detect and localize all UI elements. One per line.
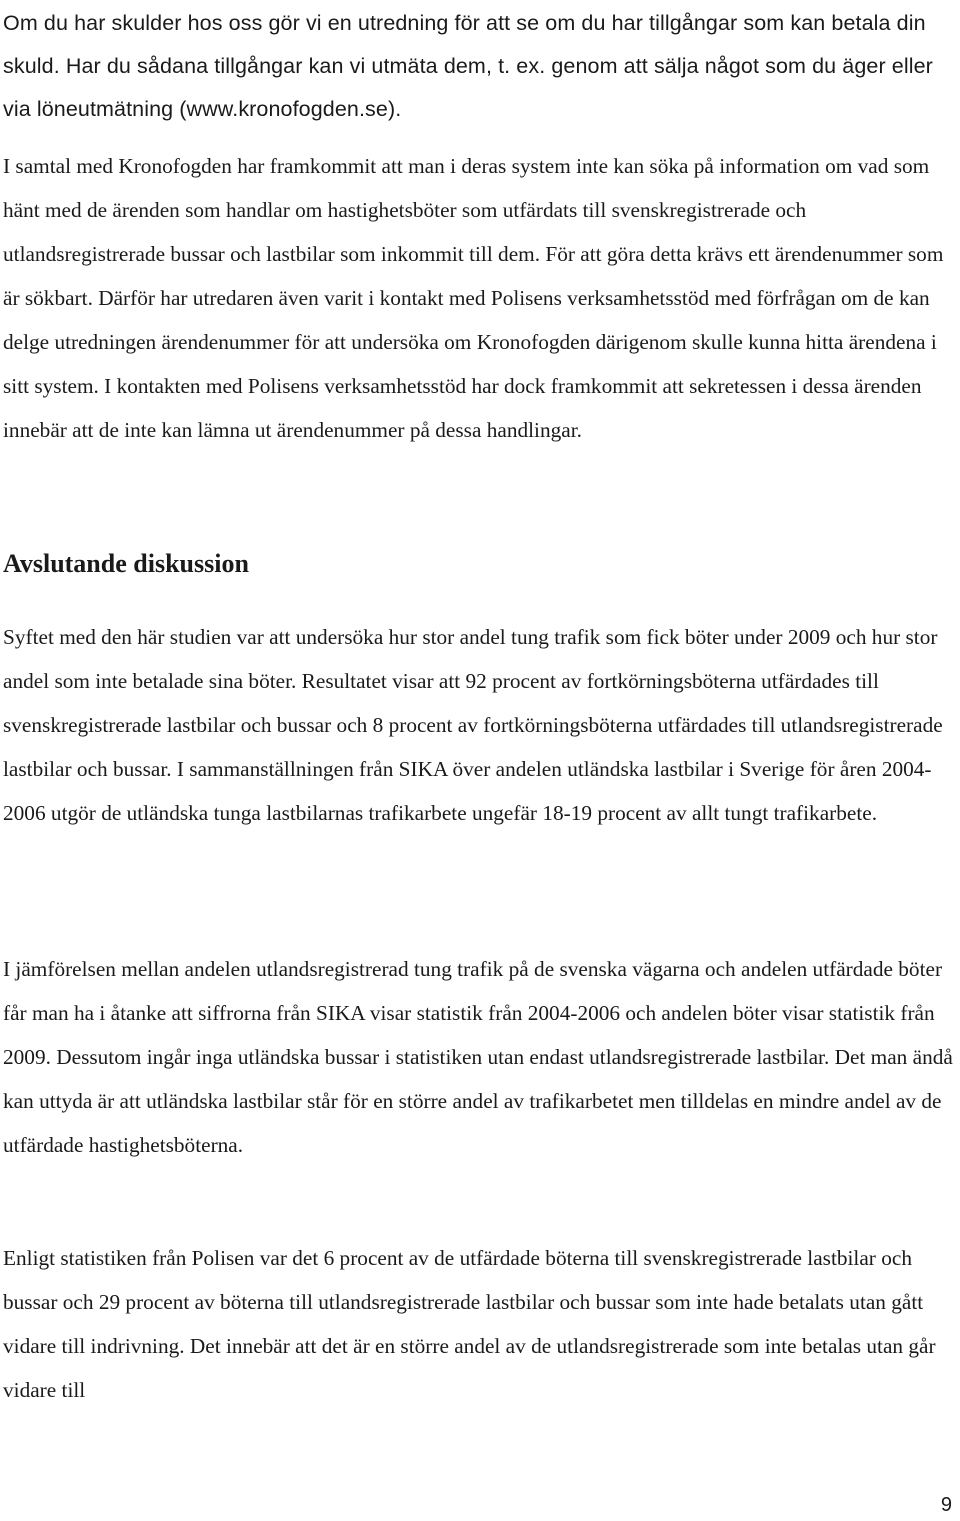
paragraph-enligt: Enligt statistiken från Polisen var det 6 procent av de utfärdade böterna till svenskregistrerade lastbilar och bussar och 29 procent av böterna till utlandsregistrerade lastbilar och bussar som inte hade betalats utan gått vidare till indrivning. Det innebär att det är en större andel av de utlandsregistrerade som inte betalas utan går vidare till xyxy=(3,1246,936,1402)
paragraph-intro: Om du har skulder hos oss gör vi en utredning för att se om du har tillgångar som kan betala din skuld. Har du sådana tillgångar kan vi utmäta dem, t. ex. genom att sälja något som du äger eller via löneutmätning (www.kronofogden.se). xyxy=(3,11,933,121)
paragraph-syftet: Syftet med den här studien var att undersöka hur stor andel tung trafik som fick böter under 2009 och hur stor andel som inte betalade sina böter. Resultatet visar att 92 procent av fortkörningsböterna utfärdades till svenskregistrerade lastbilar och bussar och 8 procent av fortkörningsböterna utfärdades till utlandsregistrerade lastbilar och bussar. I sammanställningen från SIKA över andelen utländska lastbilar i Sverige för åren 2004-2006 utgör de utländska tunga lastbilarnas trafikarbete ungefär 18-19 procent av allt tungt trafikarbete. xyxy=(3,625,943,825)
paragraph-jamforelsen: I jämförelsen mellan andelen utlandsregistrerad tung trafik på de svenska vägarna och andelen utfärdade böter får man ha i åtanke att siffrorna från SIKA visar statistik från 2004-2006 och andelen böter visar statistik från 2009. Dessutom ingår inga utländska bussar i statistiken utan endast utlandsregistrerade lastbilar. Det man ändå kan uttyda är att utländska lastbilar står för en större andel av trafikarbetet men tilldelas en mindre andel av de utfärdade hastighetsböterna. xyxy=(3,957,953,1157)
paragraph-kronofogden: I samtal med Kronofogden har framkommit att man i deras system inte kan söka på information om vad som hänt med de ärenden som handlar om hastighetsböter som utfärdats till svenskregistrerade och utlandsregistrerade bussar och lastbilar som inkommit till dem. För att göra detta krävs ett ärendenummer som är sökbart. Därför har utredaren även varit i kontakt med Polisens verksamhetsstöd med förfrågan om de kan delge utredningen ärendenummer för att undersöka om Kronofogden därigenom skulle kunna hitta ärendena i sitt system. I kontakten med Polisens verksamhetsstöd har dock framkommit att sekretessen i dessa ärenden innebär att de inte kan lämna ut ärendenummer på dessa handlingar. xyxy=(3,154,944,442)
page-number: 9 xyxy=(940,1494,952,1516)
section-heading: Avslutande diskussion xyxy=(3,549,249,578)
